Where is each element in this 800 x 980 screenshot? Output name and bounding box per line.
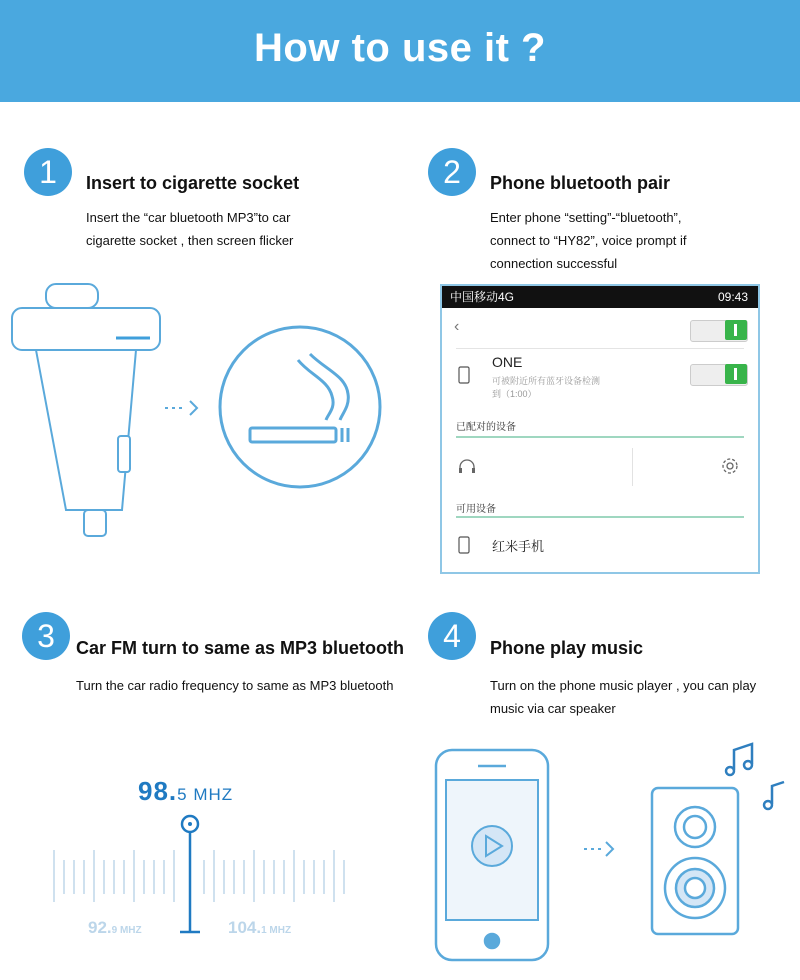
tuner-needle: [180, 816, 200, 932]
step-4-title: Phone play music: [490, 638, 644, 658]
fm-high-main: 104.: [228, 918, 262, 937]
fm-frequency: [138, 776, 233, 807]
step-2-desc-line2: connect to “HY82”, voice prompt if: [490, 233, 687, 248]
step-2-title: Phone bluetooth pair: [490, 173, 670, 193]
clock-label: 09:43: [717, 290, 748, 304]
fm-low-unit: MHZ: [117, 925, 142, 936]
cigarette-icon: [220, 327, 380, 487]
play-icon: [472, 826, 512, 866]
phone-icon: [458, 366, 470, 384]
header-banner: [0, 0, 800, 102]
headphone-icon: [458, 458, 476, 474]
fm-freq-unit: MHZ: [187, 785, 234, 804]
fm-high-decimal: 1: [261, 925, 267, 936]
phone-bluetooth-screen: [440, 284, 760, 574]
step-3-desc: [76, 674, 393, 697]
step-4-desc-line2: music via car speaker: [490, 701, 616, 716]
phone-to-speaker-illustration: [430, 736, 800, 968]
paired-rule: [456, 436, 744, 438]
speaker-icon: [652, 788, 738, 934]
device-name: ONE: [492, 354, 523, 370]
device-sub-line1: 可被附近所有蓝牙设备检测: [492, 376, 601, 386]
step-3-badge: 3: [22, 612, 70, 660]
car-charger-icon: [12, 284, 160, 536]
step-3-desc-line1: Turn the car radio frequency to same as MP3 bluetooth: [76, 678, 394, 693]
arrow-icon: [165, 401, 197, 415]
step-2-desc-line3: connection successful: [490, 256, 618, 271]
phone-icon: [458, 536, 470, 554]
step-1-badge: 1: [24, 148, 72, 196]
step-4-desc-line1: Turn on the phone music player , you can play: [490, 678, 757, 693]
carrier-label: 中国移动4G: [450, 290, 515, 304]
available-header: 可用设备: [456, 504, 496, 515]
available-device-name: 红米手机: [492, 539, 545, 554]
available-rule: [456, 516, 744, 518]
page-title: How to use it ?: [254, 26, 546, 70]
fm-freq-main: 98.: [138, 776, 178, 806]
step-3-title: Car FM turn to same as MP3 bluetooth: [76, 638, 405, 658]
car-charger-illustration: [10, 280, 400, 550]
step-1-desc-line1: Insert the “car bluetooth MP3”to car: [86, 210, 291, 225]
step-1-title: Insert to cigarette socket: [86, 173, 300, 193]
bluetooth-header-row: [442, 316, 758, 346]
divider: [456, 348, 744, 349]
step-4-desc: [490, 674, 756, 720]
paired-header: 已配对的设备: [456, 422, 516, 433]
paired-device-row[interactable]: [442, 446, 758, 490]
fm-low-label: [88, 918, 142, 938]
divider: [632, 448, 633, 486]
arrow-icon: [584, 842, 613, 856]
status-bar: [442, 286, 758, 308]
back-button[interactable]: ‹: [454, 318, 460, 335]
step-2-badge: 2: [428, 148, 476, 196]
fm-freq-decimal: 5: [177, 785, 188, 804]
step-1-desc: [86, 206, 293, 252]
available-device-row[interactable]: [442, 526, 758, 566]
step-2-desc: [490, 206, 687, 275]
device-sub-line2: 到（1:00）: [492, 389, 537, 399]
step-4-badge: 4: [428, 612, 476, 660]
step-1-desc-line2: cigarette socket , then screen flicker: [86, 233, 294, 248]
bluetooth-toggle[interactable]: [690, 320, 748, 342]
fm-high-label: [228, 918, 291, 938]
fm-low-decimal: 9: [111, 925, 118, 936]
device-row-one[interactable]: [442, 352, 758, 408]
fm-high-unit: MHZ: [266, 925, 292, 936]
gear-icon[interactable]: [720, 456, 740, 476]
visibility-toggle[interactable]: [690, 364, 748, 386]
fm-low-main: 92.: [88, 918, 112, 937]
step-2-desc-line1: Enter phone “setting”-“bluetooth”,: [490, 210, 682, 225]
